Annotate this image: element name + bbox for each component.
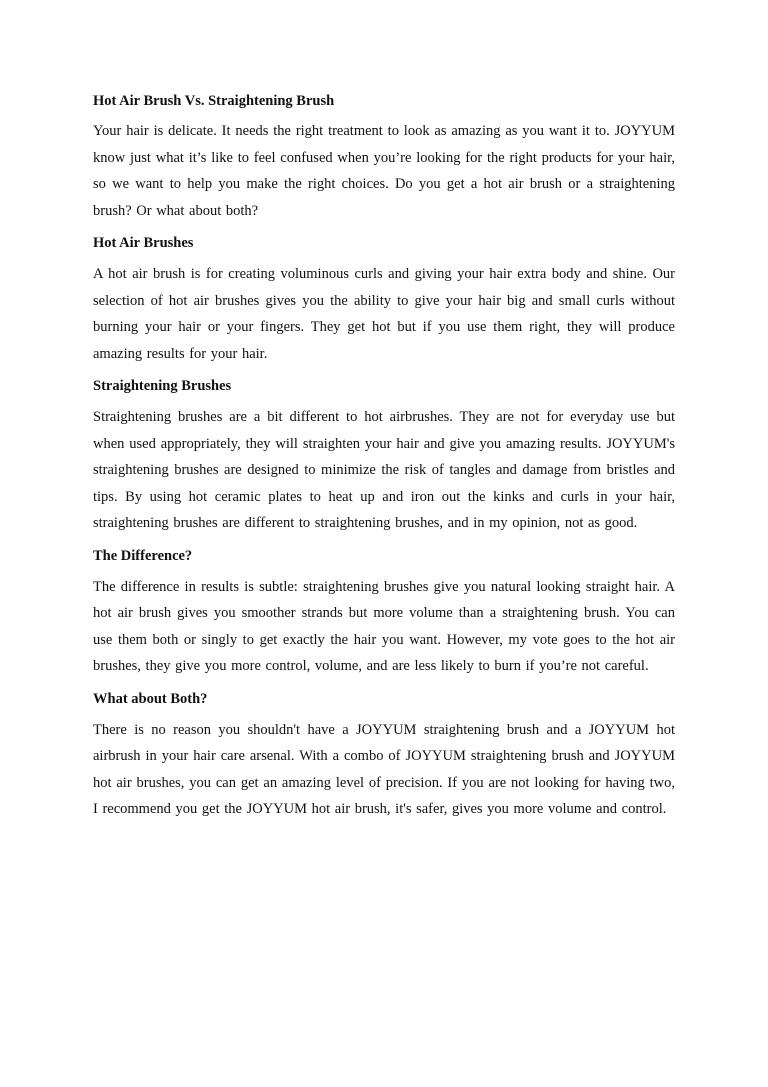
section-body-the-difference: The difference in results is subtle: straightening brushes give you natural looking straight hair. A hot air brush gives you smoother strands but more volume than a straightening brush. You can use them both or singly to get exactly the hair you want. However, my vote goes to the hot air brushes, they give you more control, volume, and are less likely to burn if you’re not careful. — [93, 578, 675, 674]
section-heading-the-difference: The Difference? — [93, 547, 193, 564]
document-page — [93, 88, 675, 829]
section-body-straightening-brushes: Straightening brushes are a bit different to hot airbrushes. They are not for everyday use but when used appropriately, they will straighten your hair and give you amazing results. JOYYUM's straightening brushes are designed to minimize the risk of tangles and damage from bristles and tips. By using hot ceramic plates to heat up and iron out the kinks and curls in your hair, straightening brushes are different to straightening brushes, and in my opinion, not as good. — [93, 409, 675, 531]
intro-paragraph: Your hair is delicate. It needs the right treatment to look as amazing as you want it to. JOYYUM know just what it’s like to feel confused when you’re looking for the right products for your hair, so we want to help you make the right choices. Do you get a hot air brush or a straightening brush? Or what about both? — [93, 123, 675, 219]
section-heading-straightening-brushes: Straightening Brushes — [93, 378, 232, 394]
section-body-what-about-both: There is no reason you shouldn't have a JOYYUM straightening brush and a JOYYUM hot airbrush in your hair care arsenal. With a combo of JOYYUM straightening brush and JOYYUM hot air brushes, you can get an amazing level of precision. If you are not looking for having two, I recommend you get the JOYYUM hot air brush, it's safer, gives you more volume and control. — [93, 721, 675, 817]
section-body-hot-air-brushes: A hot air brush is for creating voluminous curls and giving your hair extra body and shine. Our selection of hot air brushes gives you the ability to give your hair big and small curls without burning your hair or your fingers. They get hot but if you use them right, they will produce amazing results for your hair. — [93, 266, 675, 362]
document-title: Hot Air Brush Vs. Straightening Brush — [93, 93, 335, 109]
section-heading-what-about-both: What about Both? — [93, 690, 208, 707]
section-heading-hot-air-brushes: Hot Air Brushes — [93, 235, 194, 251]
